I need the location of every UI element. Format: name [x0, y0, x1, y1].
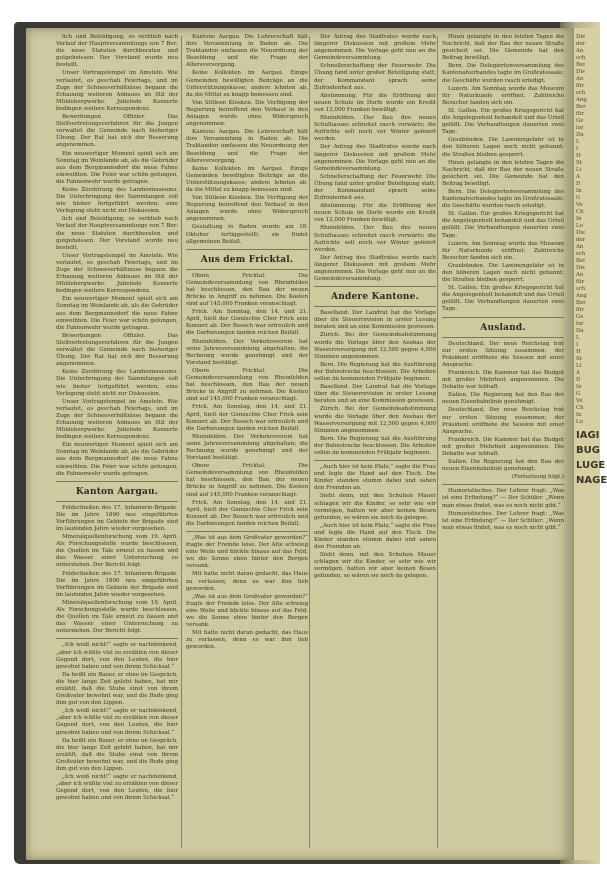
feuilleton-text: „Ich weiß nicht!“ sagte er nachdenkend, „aber ich wüßte viel zu erzählen von dieser Gegend dort, von den Leuten, die hier gewohnt haben und von ihrem Schicksal.“ [56, 774, 178, 802]
article-text: Gestaltung in Baden wurde am 18. Oktober fertiggestellt; sie findet allgemeinen Beifall. [186, 224, 308, 245]
article-text: Der Antrag des Stadtrates wurde nach längerer Diskussion mit großem Mehr angenommen. Die Vorlage geht nun an die Gemeindeversammlung. [314, 144, 436, 172]
article-text: Bewerbungen Offizier. Das Stellvertretungsverfahren für die Jungen verwaltet die Gemeinde nach bisheriger Übung. Der Rat hat sich der Besserung angenommen. [56, 332, 178, 368]
article-text: Mineralquellenforschung vom 19. April. Als Forschungsstelle wurde beschlossen, die Quellen im Tale erneut zu fassen und das Wasser einer Untersuchung zu unterziehen. Der Bericht folgt. [56, 599, 178, 635]
article-text: Obere Fricktal. Die Gemeindeversammlung von Rheinfelden hat beschlossen, den Bau der neuen Brücke in Angriff zu nehmen. Die Kosten sind auf 145,000 Franken veranschlagt. [186, 272, 308, 308]
article-text: St. Gallen. Ein großes Kriegsgericht hat die Angelegenheit behandelt und das Urteil gefällt. Die Verhandlungen dauerten zwei Tage. [442, 107, 565, 136]
article-text: Bern. Die Regierung hat die Ausführung der Bahnstrecke beschlossen. Die Arbeiten sollen im kommenden Frühjahr beginnen. [314, 361, 436, 383]
article-text: Frick. Am Sonntag, den 14. und 21. April, hielt der Gemischte Chor Frick sein Konzert ab. Der Besuch war erfreulich und die Darbietungen fanden reichen Beifall. [186, 404, 308, 432]
article-text: Zürich. Bei der Gemeindeabstimmung wurde die Vorlage über den Ausbau der Wasserversorgung mit 12,500 gegen 4,000 Stimmen angenommen. [314, 406, 436, 434]
article-text: Bern. Die Delegiertenversammlung des Kantonalverbandes tagte im Großratssaale; die Geschäfte wurden rasch erledigt. [442, 188, 564, 210]
feuilleton-text: „Was ist aus dem Großvater geworden?“ fragte der Fremde leise. Der Alte schwieg eine Weile und blickte hinaus auf das Feld, wo die Sonne eben hinter den Bergen versank. [186, 535, 308, 570]
feuilleton-text: Da heißt ein Bauer, er ohne im Gespräch, die hier lange Zeit gelebt haben, hat mir erzählt, daß die Stube einst von ihrem Großvater bewohnt war, und die Rede ging ihm gut von den Lippen. [56, 671, 178, 707]
article-text: Frick. Am Sonntag, den 14. und 21. April, hielt der Gemischte Chor Frick sein Konzert ab. Der Besuch war erfreulich und die Darbietungen fanden reichen Beifall. [186, 309, 308, 337]
article-text: St. Gallen. Ein großes Kriegsgericht hat die Angelegenheit behandelt und das Urteil gefällt. Die Verhandlungen dauerten zwei Tage. [442, 211, 565, 239]
section-rule [442, 317, 564, 318]
article-text: Italien. Die Regierung hat den Bau der neuen Eisenbahnlinie genehmigt. [442, 459, 564, 473]
article-text: Bewerbungen Offizier. Das Stellvertretungsverfahren für die Jungen verwaltet die Gemeinde nach bisheriger Übung. Der Rat hat sich der Besserung angenommen. [56, 114, 178, 149]
facing-page-edge [574, 28, 607, 860]
article-text: Schnellerschaffung der Feuerwehr. Die Übung fand unter großer Beteiligung statt; der Kommandant sprach seine Zufriedenheit aus. [314, 63, 436, 91]
article-text: Der Antrag des Stadtrates wurde nach längerer Diskussion mit großem Mehr angenommen. Die Vorlage geht nun an die Gemeindeversammlung. [314, 254, 436, 283]
article-text: Keine Kollekten im Aargau. Einige Gemeinden bewilligten Beiträge an die Unterstützungskasse; andere lehnten ab, da die Mittel zu knapp bemessen sind. [186, 70, 308, 98]
article-text: Rheinfelden. Der Bau des neuen Schulhauses schreitet rasch vorwärts; die Aufrichte soll noch vor Winter gefeiert werden. [314, 115, 436, 143]
column-divider [437, 36, 438, 848]
article-text: Von Stilleen Kiosken. Die Verfügung der Regierung betreffend den Verkauf in den Anlagen wurde ohne Widerspruch angenommen. [186, 99, 308, 128]
article-text: Keine Zerstörung des Landesmuseums. Die Unterbringung der Sammlungen soll wie bisher fortgeführt werden; eine Verlegung steht nicht zur Diskussion. [56, 186, 178, 215]
article-text: Abstimmung. Für die Eröffnung der neuen Schule im Dorfe wurde ein Kredit von 12,000 Franken bewilligt. [314, 92, 436, 113]
humor-text: Humoristisches. Der Lehrer fragt: „Was ist eine Erfindung?“ — Der Schüler: „Wenn man etwas findet, was es noch nicht gibt.“ [442, 510, 564, 531]
column-4 [442, 34, 564, 850]
article-text: Ein neuwertiger Moment spielt sich am Sonntag im Weinlande ab, als die Gebrüder aus dem Bergmannsdorf die neue Fahne einweihten. Die Feier war schön gelungen, die Fahnenwehr wurde getragen. [56, 442, 178, 477]
article-text: Rheinfelden. Der Bau des neuen Schulhauses schreitet rasch vorwärts; die Aufrichte soll noch vor Winter gefeiert werden. [314, 225, 436, 253]
article-text: Der Antrag des Stadtrates wurde nach längerer Diskussion mit großem Mehr angenommen. Die Vorlage geht nun an die Gemeindeversammlung. [314, 34, 436, 62]
feuilleton-text: Sieht denn, mit den Schuhen Mauer schlagen wir die Kinder, so sehr wie wir vermögen, hatten wir aber keinen Besen gefunden, so wären sie noch da gelegen. [314, 493, 436, 521]
section-heading-andere-kantone: Andere Kantone. [331, 292, 419, 303]
article-text: Von Stilleen Kiosken. Die Verfügung der Regierung betreffend den Verkauf in den Anlagen wurde ohne Widerspruch angenommen. [186, 195, 308, 223]
section-rule [186, 269, 308, 270]
section-heading-ausland: Ausland. [480, 322, 526, 333]
section-rule [314, 460, 436, 461]
advert-lettering: NAGE [576, 475, 607, 486]
feuilleton-text: „Ich weiß nicht!“ sagte er nachdenkend, „aber ich wüßte viel zu erzählen von dieser Gegend dort, von den Leuten, die hier gewohnt haben und von ihrem Schicksal.“ [56, 708, 178, 736]
article-text: Italien. Die Regierung hat den Bau der neuen Eisenbahnlinie genehmigt. [442, 392, 564, 406]
article-text: Obere Fricktal. Die Gemeindeversammlung von Rheinfelden hat beschlossen, den Bau der neuen Brücke in Angriff zu nehmen. Die Kosten sind auf 145,000 Franken veranschlagt. [186, 463, 308, 498]
article-text: Deutschland. Der neue Reichstag trat zur ersten Sitzung zusammen; der Präsident eröffnete die Session mit einer Ansprache. [442, 407, 564, 435]
article-text: Keine Kollekten im Aargau. Einige Gemeinden bewilligten Beiträge an die Unterstützungskasse; andere lehnten ab, da die Mittel zu knapp bemessen sind. [186, 165, 308, 193]
article-text: lich und Beleidigung, es verblieb nach Verlauf der Hauptversammlungs von 7 Ber: die neue Statuten durchberaten und gutgeheissen. Der Vorstand wurde neu bestellt. [56, 216, 178, 251]
article-text: Hinzu gelangte in den letzten Tagen die Nachricht, daß der Bau der neuen Straße gesichert sei. Die Gemeinde hat den Beitrag bewilligt. [442, 159, 564, 187]
feuilleton-text: Mit hatte nicht daran gedacht, das Haus zu verlassen, denn es war ihm lieb geworden. [186, 630, 308, 651]
article-text: Mineralquellenforschung vom 19. April. Als Forschungsstelle wurde beschlossen, die Quellen im Tale erneut zu fassen und das Wasser einer Untersuchung zu unterziehen. Der Bericht folgt. [56, 534, 178, 569]
article-text: Feldschießen des 17. Infanterie-Brigade. Die im Jahre 1890 neu eingeführten Vorführungen im Gebiete der Brigade sind im laufenden Jahre wieder vorgesehen. [56, 504, 178, 532]
article-text: Kantons Aargau. Die Lehrerschaft hält ihre Versammlung in Baden ab. Die Traktanden umfassen die Neuordnung der Besoldung und die Frage der Altersversorgung. [186, 34, 308, 69]
article-text: Luzern. Am Sonntag wurde das Museum für Naturkunde eröffnet. Zahlreiche Besucher fanden sich ein. [442, 240, 564, 261]
article-text: Frick. Am Sonntag, den 14. und 21. April, hielt der Gemischte Chor Frick sein Konzert ab. Der Besuch war erfreulich und die Darbietungen fanden reichen Beifall. [186, 499, 308, 527]
article-text: Frankreich. Die Kammer hat das Budget mit großer Mehrheit angenommen. Die Debatte war lebhaft. [442, 436, 564, 457]
article-text: Deutschland. Der neue Reichstag trat zur ersten Sitzung zusammen; der Präsident eröffnete die Session mit einer Ansprache. [442, 340, 564, 368]
article-text: Zürich. Bei der Gemeindeabstimmung wurde die Vorlage über den Ausbau der Wasserversorgung mit 12,500 gegen 4,000 Stimmen angenommen. [314, 332, 436, 360]
article-text: Kantons Aargau. Die Lehrerschaft hält ihre Versammlung in Baden ab. Die Traktanden umfassen die Neuordnung der Besoldung und die Frage der Altersversorgung. [186, 129, 308, 164]
column-1 [56, 34, 178, 850]
column-2 [186, 34, 308, 850]
section-rule [186, 249, 308, 250]
article-text: Luzern. Am Sonntag wurde das Museum für Naturkunde eröffnet. Zahlreiche Besucher fanden sich ein. [442, 85, 564, 106]
humor-text: Humoristisches. Der Lehrer fragt: „Was ist eine Erfindung?“ — Der Schüler: „Wenn man etwas findet, was es noch nicht gibt.“ [442, 488, 564, 509]
article-text: Rheinfelden. Der Verkehrsverein hat seine Jahresversammlung abgehalten; die Rechnung wurde genehmigt und der Vorstand bestätigt. [186, 338, 308, 366]
article-text: Rheinfelden. Der Verkehrsverein hat seine Jahresversammlung abgehalten; die Rechnung wurde genehmigt und der Vorstand bestätigt. [186, 433, 308, 462]
facing-page-text: Die der An sch Bei Dis An für sch Ang Ber für Ge lor Da L I H St Li A D In G Ve Ch In Lo Die der An sch Bei Dis An für sch Ang Ber für Ge lor Da L I H St Li A D In G Ve Ch In Lo IAGI BUG LUGE NAGE [576, 34, 607, 486]
article-text: Ein neuwertiger Moment spielt sich am Sonntag im Weinlande ab, als die Gebrüder aus dem Bergmannsdorf die neue Fahne einweihten. Die Feier war schön gelungen, die Fahnenwehr wurde getragen. [56, 150, 178, 185]
article-text: Keine Zerstörung des Landesmuseums. Die Unterbringung der Sammlungen soll wie bisher fortgeführt werden; eine Verlegung steht nicht zur Diskussion. [56, 369, 178, 397]
article-text: Schnellerschaffung der Feuerwehr. Die Übung fand unter großer Beteiligung statt; der Kommandant sprach seine Zufriedenheit aus. [314, 173, 436, 202]
feuilleton-text: „Was ist aus dem Großvater geworden?“ fragte der Fremde leise. Der Alte schwieg eine Weile und blickte hinaus auf das Feld, wo die Sonne eben hinter den Bergen versank. [186, 593, 308, 629]
feuilleton-text: „Auch hier ist kein Platz,“ sagte die Frau und legte die Hand auf den Tisch. Die Kinder standen stumm dabei und sahen den Fremden an. [314, 522, 436, 551]
newspaper-page [26, 28, 574, 860]
column-3 [314, 34, 436, 850]
section-heading-fricktal: Aus dem Fricktal. [200, 254, 294, 265]
article-text: Ein neuwertiger Moment spielt sich am Sonntag im Weinlande ab, als die Gebrüder aus dem Bergmannsdorf die neue Fahne einweihten. Die Feier war schön gelungen, die Fahnenwehr wurde getragen. [56, 296, 178, 331]
section-rule [442, 337, 564, 338]
article-text: Unser Vortragstempel im Amsteln. Wie verlautet, es geschah Feiertags, und im Zuge der Schneeverhältnisse begann die Erbauung weiteren Anbaues im Stil der Mühlebergwerke. Jubelnde Konzerte bedingen weitere Korrespondenz. [56, 252, 178, 295]
article-text: Baselland. Der Landrat hat die Vorlage über die Steuerrevision in erster Lesung beraten und an eine Kommission gewiesen. [314, 310, 436, 331]
section-rule [314, 286, 436, 287]
feuilleton-text: „Auch hier ist kein Platz,“ sagte die Frau und legte die Hand auf den Tisch. Die Kinder standen stumm dabei und sahen den Fremden an. [314, 464, 436, 492]
article-text: Bern. Die Delegiertenversammlung des Kantonalverbandes tagte im Großratssaale; die Geschäfte wurden rasch erledigt. [442, 63, 564, 84]
feuilleton-text: Mit hatte nicht daran gedacht, das Haus zu verlassen, denn es war ihm lieb geworden. [186, 571, 308, 592]
feuilleton-text: Sieht denn, mit den Schuhen Mauer schlagen wir die Kinder, so sehr wie wir vermögen, hatten wir aber keinen Besen gefunden, so wären sie noch da gelegen. [314, 552, 436, 580]
article-text: Bern. Die Regierung hat die Ausführung der Bahnstrecke beschlossen. Die Arbeiten sollen im kommenden Frühjahr beginnen. [314, 435, 436, 456]
article-text: Graubünden. Die Lawinengefahr ist in den höheren Lagen noch nicht gebannt; die Straßen bleiben gesperrt. [442, 262, 564, 284]
article-text: Feldschießen des 17. Infanterie-Brigade. Die im Jahre 1890 neu eingeführten Vorführungen im Gebiete der Brigade sind im laufenden Jahre wieder vorgesehen. [56, 570, 178, 598]
advert-lettering: BUG [576, 445, 600, 456]
column-divider [181, 36, 182, 848]
section-rule [56, 638, 178, 639]
advert-lettering: LUGE [576, 460, 606, 471]
article-text: Abstimmung. Für die Eröffnung der neuen Schule im Dorfe wurde ein Kredit von 12,000 Franken bewilligt. [314, 203, 436, 224]
article-text: Unser Vortragstempel im Amsteln. Wie verlautet, es geschah Feiertags, und im Zuge der Schneeverhältnisse begann die Erbauung weiteren Anbaues im Stil der Mühlebergwerke. Jubelnde Konzerte bedingen weitere Korrespondenz. [56, 70, 178, 112]
article-text: St. Gallen. Ein großes Kriegsgericht hat die Angelegenheit behandelt und das Urteil gefällt. Die Verhandlungen dauerten zwei Tage. [442, 285, 565, 313]
article-text: Obere Fricktal. Die Gemeindeversammlung von Rheinfelden hat beschlossen, den Bau der neuen Brücke in Angriff zu nehmen. Die Kosten sind auf 145,000 Franken veranschlagt. [186, 367, 308, 403]
article-text: Frankreich. Die Kammer hat das Budget mit großer Mehrheit angenommen. Die Debatte war lebhaft. [442, 369, 564, 391]
article-text: Hinzu gelangte in den letzten Tagen die Nachricht, daß der Bau der neuen Straße gesichert sei. Die Gemeinde hat den Beitrag bewilligt. [442, 34, 564, 62]
feuilleton-text: „Ich weiß nicht!“ sagte er nachdenkend, „aber ich wüßte viel zu erzählen von dieser Gegend dort, von den Leuten, die hier gewohnt haben und von ihrem Schicksal.“ [56, 642, 178, 670]
section-rule [56, 481, 178, 482]
article-text: Unser Vortragstempel im Amsteln. Wie verlautet, es geschah Feiertags, und im Zuge der Schneeverhältnisse begann die Erbauung weiteren Anbaues im Stil der Mühlebergwerke. Jubelnde Konzerte bedingen weitere Korrespondenz. [56, 398, 178, 441]
section-heading-aargau: Kanton Aargau. [75, 486, 159, 497]
section-rule [314, 306, 436, 307]
article-text: lich und Beleidigung, es verblieb nach Verlauf der Hauptversammlungs von 7 Ber: die neue Statuten durchberaten und gutgeheissen. Der Vorstand wurde neu bestellt. [56, 34, 178, 69]
continuation-note: (Fortsetzung folgt.) [511, 474, 564, 481]
column-divider [309, 36, 310, 848]
section-rule [56, 501, 178, 502]
feuilleton-text: Da heißt ein Bauer, er ohne im Gespräch, die hier lange Zeit gelebt haben, hat mir erzählt, daß die Stube einst von ihrem Großvater bewohnt war, und die Rede ging ihm gut von den Lippen. [56, 737, 178, 772]
section-rule [442, 484, 564, 485]
article-text: Graubünden. Die Lawinengefahr ist in den höheren Lagen noch nicht gebannt; die Straßen bleiben gesperrt. [442, 137, 564, 158]
article-text: Baselland. Der Landrat hat die Vorlage über die Steuerrevision in erster Lesung beraten und an eine Kommission gewiesen. [314, 384, 436, 405]
advert-lettering: IAGI [576, 430, 600, 441]
section-rule [186, 531, 308, 532]
